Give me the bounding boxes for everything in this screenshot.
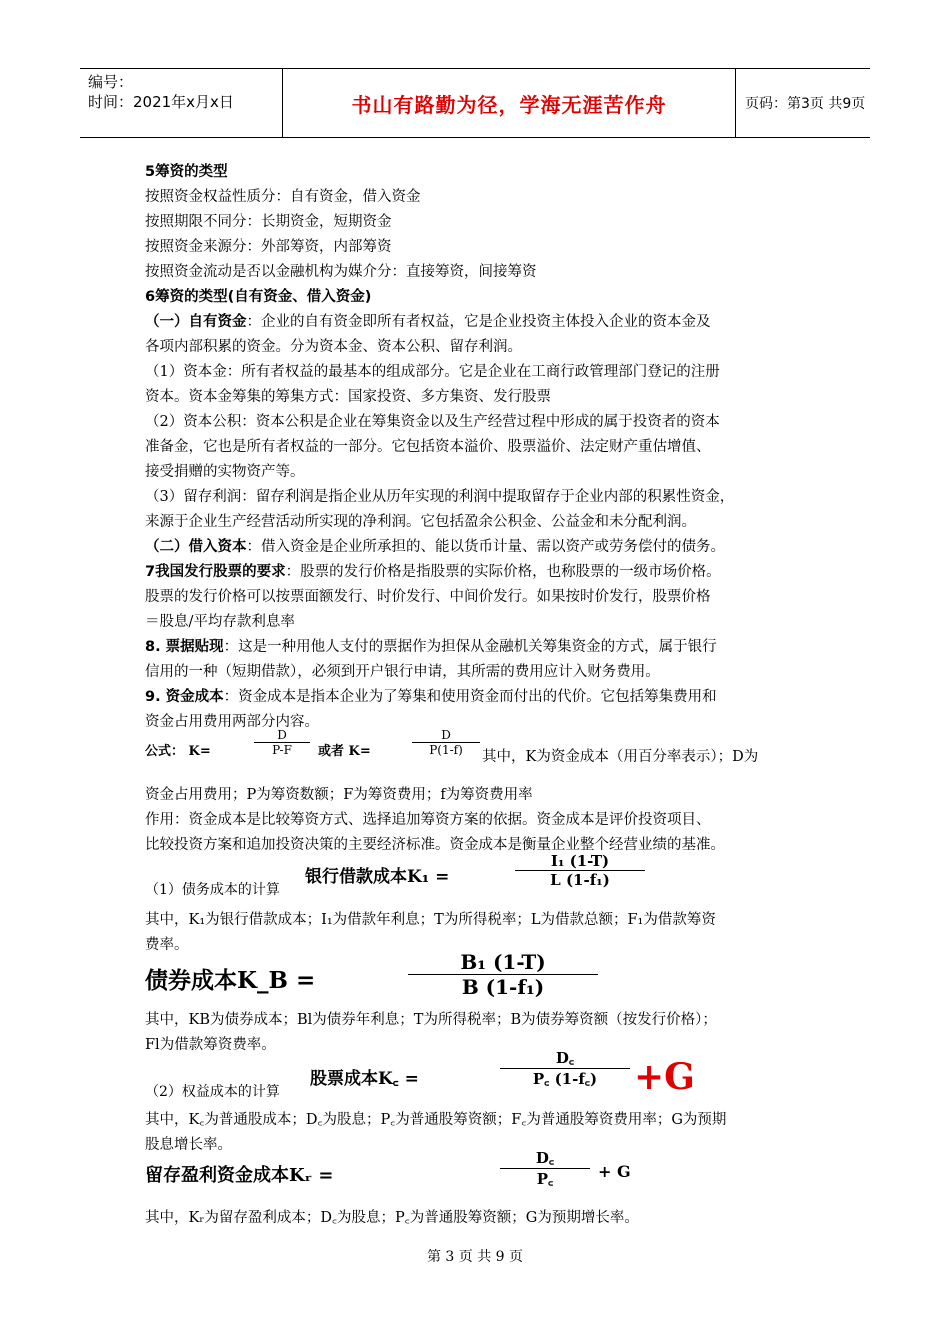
text-line: 按照资金权益性质分：自有资金，借入资金 <box>145 189 421 205</box>
text-line: （1）资本金：所有者权益的最基本的组成部分。它是企业在工商行政管理部门登记的注册 <box>145 364 720 380</box>
date-label: 时间：2021年x月x日 <box>88 93 234 111</box>
text-line: 资金占用费用两部分内容。 <box>145 714 319 730</box>
text-line: 按照资金来源分：外部筹资，内部筹资 <box>145 239 392 255</box>
term-definition: ：这是一种用他人支付的票据作为担保从金融机关筹集资金的方式，属于银行 <box>223 639 717 655</box>
text-line: 资本。资本金筹集的筹集方式：国家投资、多方集资、发行股票 <box>145 389 551 405</box>
text-line: 其中，KB为债券成本；Bl为债券年利息；T为所得税率；B为债券筹资额（按发行价格）； <box>145 1012 717 1028</box>
text-line: 其中，K为资金成本（用百分率表示）；D为 <box>482 749 759 765</box>
term-own-capital: （一）自有资金 <box>145 314 247 330</box>
heading-5: 5筹资的类型 <box>145 164 228 180</box>
bond-formula-lhs: 债券成本K_B = <box>145 967 316 994</box>
text-line: 比较投资方案和追加投资决策的主要经济标准。资金成本是衡量企业整个经营业绩的基准。 <box>145 837 725 853</box>
text-line: （1）债务成本的计算 <box>145 882 280 898</box>
text-line: 其中，K꜀为普通股成本；D꜀为股息；P꜀为普通股筹资额；F꜀为普通股筹资费用率；G为预期 <box>145 1112 727 1128</box>
fraction-denominator: B (1-f₁) <box>408 974 598 999</box>
text-line: 按照资金流动是否以金融机构为媒介分：直接筹资，间接筹资 <box>145 264 537 280</box>
header-info-cell <box>80 69 282 137</box>
text-line: 其中，K₁为银行借款成本；I₁为借款年利息；T为所得税率；L为借款总额；F₁为借款筹资 <box>145 912 716 928</box>
text-line: 其中，Kᵣ为留存盈利成本；D꜀为股息；P꜀为普通股筹资额；G为预期增长率。 <box>145 1210 639 1226</box>
text-line: Fl为借款筹资费率。 <box>145 1037 276 1053</box>
fraction-2 <box>412 728 480 757</box>
bank-formula-lhs: 银行借款成本K₁ = <box>305 867 450 887</box>
text-line: （3）留存利润：留存利润是指企业从历年实现的利润中提取留存于企业内部的积累性资金， <box>145 489 735 505</box>
term-definition: ：借入资金是企业所承担的、能以货币计量、需以资产或劳务偿付的债务。 <box>246 539 725 555</box>
fraction-1 <box>254 728 310 757</box>
fraction-numerator: B₁ (1-T) <box>460 950 546 974</box>
bond-fraction <box>408 950 598 999</box>
text-line: 作用：资金成本是比较筹资方式、选择追加筹资方案的依据。资金成本是评价投资项目、 <box>145 812 711 828</box>
code-label: 编号： <box>88 73 134 91</box>
text-line <box>145 562 721 582</box>
text-line <box>145 687 717 707</box>
page-footer: 第 3 页 共 9 页 <box>426 1249 524 1265</box>
text-line: 股息增长率。 <box>145 1137 232 1153</box>
text-line: 各项内部积累的资金。分为资本金、资本公积、留存利润。 <box>145 339 522 355</box>
text-line: 资金占用费用；P为筹资数额；F为筹资费用；f为筹资费用率 <box>145 787 533 803</box>
stock-formula-lhs: 股票成本K꜀ = <box>310 1069 419 1089</box>
fraction-numerator: D <box>277 728 287 742</box>
fraction-denominator: P(1-f) <box>412 742 480 757</box>
header-motto-cell <box>282 69 736 137</box>
heading-7: 7我国发行股票的要求 <box>145 564 286 580</box>
fraction-numerator: D <box>441 728 451 742</box>
heading-8: 8. 票据贴现 <box>145 639 224 655</box>
text-line: 股票的发行价格可以按票面额发行、时价发行、中间价发行。如果按时价发行，股票价格 <box>145 589 711 605</box>
header-page-cell <box>735 69 880 137</box>
motto: 书山有路勤为径，学海无涯苦作舟 <box>351 92 667 117</box>
text-line: （2）资本公积：资本公积是企业在筹集资金以及生产经营过程中形成的属于投资者的资本 <box>145 414 720 430</box>
text-line: 信用的一种（短期借款），必须到开户银行申请，其所需的费用应计入财务费用。 <box>145 664 660 680</box>
text-line: 准备金，它也是所有者权益的一部分。它包括资本溢价、股票溢价、法定财产重估增值、 <box>145 439 711 455</box>
term-definition: ：股票的发行价格是指股票的实际价格，也称股票的一级市场价格。 <box>285 564 721 580</box>
fraction-numerator: I₁ (1-T) <box>550 852 610 870</box>
term-borrowed-capital: （二）借入资本 <box>145 539 247 555</box>
fraction-denominator: P-F <box>254 742 310 757</box>
retained-formula-lhs: 留存盈利资金成本Kᵣ = <box>145 1165 334 1186</box>
text-line: 来源于企业生产经营活动所实现的净利润。它包括盈余公积金、公益金和未分配利润。 <box>145 514 696 530</box>
text-line <box>145 537 725 557</box>
text-line: ＝股息/平均存款利息率 <box>145 614 295 630</box>
retained-fraction <box>500 1148 590 1189</box>
term-definition: ：资金成本是指本企业为了筹集和使用资金而付出的代价。它包括筹集费用和 <box>223 689 717 705</box>
retained-plus-g: + G <box>598 1162 631 1181</box>
plus-g-red: +G <box>634 1056 695 1098</box>
text-line: （2）权益成本的计算 <box>145 1084 280 1100</box>
fraction-denominator: L (1-f₁) <box>515 870 645 889</box>
text-line: 按照期限不同分：长期资金，短期资金 <box>145 214 392 230</box>
formula-or: 或者 K= <box>318 744 371 759</box>
heading-6: 6筹资的类型(自有资金、借入资金) <box>145 289 372 305</box>
text-line <box>145 312 711 332</box>
stock-fraction <box>500 1048 630 1089</box>
text-line: 接受捐赠的实物资产等。 <box>145 464 305 480</box>
text-line <box>145 637 717 657</box>
page-header <box>80 68 870 138</box>
formula-prefix: 公式： K= <box>145 744 211 759</box>
fraction-denominator: P꜀ <box>500 1168 590 1189</box>
fraction-denominator: P꜀ (1-f꜀) <box>500 1068 630 1089</box>
page-label: 页码：第3页 共9页 <box>745 96 866 112</box>
heading-9: 9. 资金成本 <box>145 689 224 705</box>
text-line: 费率。 <box>145 937 189 953</box>
bank-fraction <box>515 852 645 889</box>
fraction-numerator: D꜀ <box>555 1049 575 1067</box>
term-definition: ：企业的自有资金即所有者权益，它是企业投资主体投入企业的资本金及 <box>246 314 711 330</box>
fraction-numerator: D꜀ <box>535 1149 555 1167</box>
